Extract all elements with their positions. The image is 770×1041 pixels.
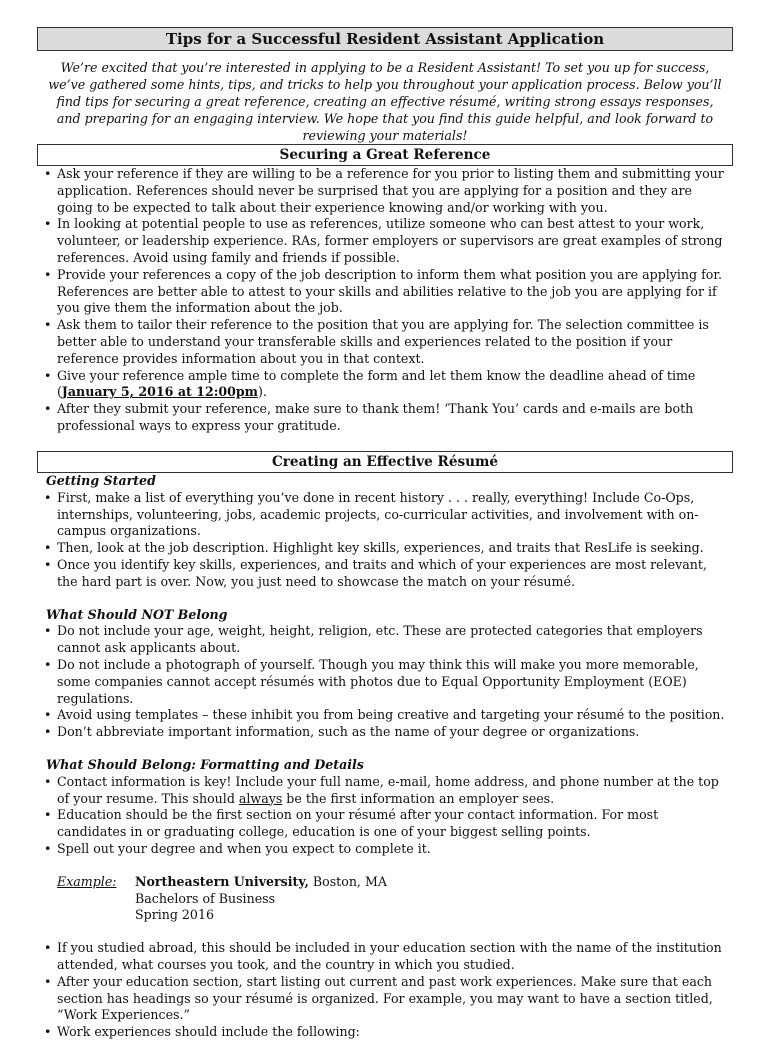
list-item: • Avoid using templates – these inhibit you from being creative and targeting your résumé to the position. [40, 707, 726, 724]
subheading-not-belong: What Should NOT Belong [46, 606, 228, 622]
list-item: • Ask them to tailor their reference to the position that you are applying for. The selection committee is better able to understand your transferable skills and experiences related to the position if your reference provides information about you in that context. [40, 317, 726, 367]
intro-paragraph: We’re excited that you’re interested in applying to be a Resident Assistant! To set you up for success, we’ve gathered some hints, tips, and tricks to help you throughout your application process. Below you’ll find tips for securing a great reference, creating an effective résumé, writing strong essays responses, and preparing for an engaging interview. We hope that you find this guide helpful, and look forward to reviewing your materials! [48, 60, 722, 144]
list-item: • After your education section, start listing out current and past work experiences. Make sure that each section has headings so your résumé is organized. For example, you may want to have a section titled, “Work Experiences.” [40, 974, 726, 1024]
contact-text-end: be the first information an employer sees. [282, 790, 555, 806]
list-item: • First, make a list of everything you’ve done in recent history . . . really, everything! Include Co-Ops, internships, volunteering, jobs, academic projects, co-curricular activities, and involvement with on-campus organizations. [40, 490, 726, 540]
section-heading-resume: Creating an Effective Résumé [37, 451, 733, 473]
belong-list [40, 774, 726, 858]
example-school: Northeastern University, [135, 873, 309, 889]
deadline-text: Give your reference ample time to complete the form and let them know the deadline ahead of time ( [57, 367, 696, 400]
list-item: • Spell out your degree and when you expect to complete it. [40, 841, 726, 858]
list-item: • After they submit your reference, make sure to thank them! ‘Thank You’ cards and e-mails are both professional ways to express your gratitude. [40, 401, 726, 435]
list-item: • If you studied abroad, this should be included in your education section with the name of the institution attended, what courses you took, and the country in which you studied. [40, 940, 726, 974]
page-title: Tips for a Successful Resident Assistant Application [37, 27, 733, 51]
list-item: • Do not include your age, weight, height, religion, etc. These are protected categories that employers cannot ask applicants about. [40, 623, 726, 657]
list-item-contact [40, 774, 726, 808]
contact-text: Contact information is key! Include your full name, e-mail, home address, and phone number at the top of your resume. This should [57, 773, 719, 806]
list-item: • Education should be the first section on your résumé after your contact information. For most candidates in or graduating college, education is one of your biggest selling points. [40, 807, 726, 841]
list-item: • Do not include a photograph of yourself. Though you may think this will make you more memorable, some companies cannot accept résumés with photos due to Equal Opportunity Employment (EOE) regulations. [40, 657, 726, 707]
list-item: • Don’t abbreviate important information, such as the name of your degree or organizations. [40, 724, 726, 741]
list-item: • Once you identify key skills, experiences, and traits and which of your experiences are most relevant, the hard part is over. Now, you just need to showcase the match on your résumé. [40, 557, 726, 591]
experience-list [40, 940, 726, 1041]
example-location: Boston, MA [308, 873, 387, 889]
reference-tips [40, 166, 726, 435]
list-item: • Provide your references a copy of the job description to inform them what position you are applying for. References are better able to attest to your skills and abilities relative to the job you are applying for if you give them the information about the job. [40, 267, 726, 317]
getting-started-list [40, 490, 726, 591]
subheading-getting-started: Getting Started [46, 473, 156, 488]
example-term: Spring 2016 [135, 907, 214, 923]
list-item: • Work experiences should include the following: [40, 1024, 726, 1041]
list-item: • Then, look at the job description. Highlight key skills, experiences, and traits that ResLife is seeking. [40, 540, 726, 557]
deadline-close: ). [258, 384, 267, 400]
education-example [40, 874, 726, 924]
deadline-date: January 5, 2016 at 12:00pm [61, 384, 259, 400]
list-item: • In looking at potential people to use as references, utilize someone who can best attest to your work, volunteer, or leadership experience. RAs, former employers or supervisors are great examples of strong references. Avoid using family and friends if possible. [40, 216, 726, 266]
subheading-belong: What Should Belong: Formatting and Details [46, 756, 364, 772]
example-degree: Bachelors of Business [135, 890, 276, 906]
reference-list [40, 166, 726, 435]
not-belong-list [40, 623, 726, 741]
list-item: • Ask your reference if they are willing to be a reference for you prior to listing them and submitting your application. References should never be surprised that you are applying for a position and they are going to be expected to talk about their experience knowing and/or working with you. [40, 166, 726, 216]
contact-emphasis: always [238, 790, 283, 806]
section-heading-reference: Securing a Great Reference [37, 144, 733, 166]
resume-tips [40, 473, 726, 1041]
list-item-deadline [40, 368, 726, 402]
example-label: Example: [57, 873, 117, 889]
